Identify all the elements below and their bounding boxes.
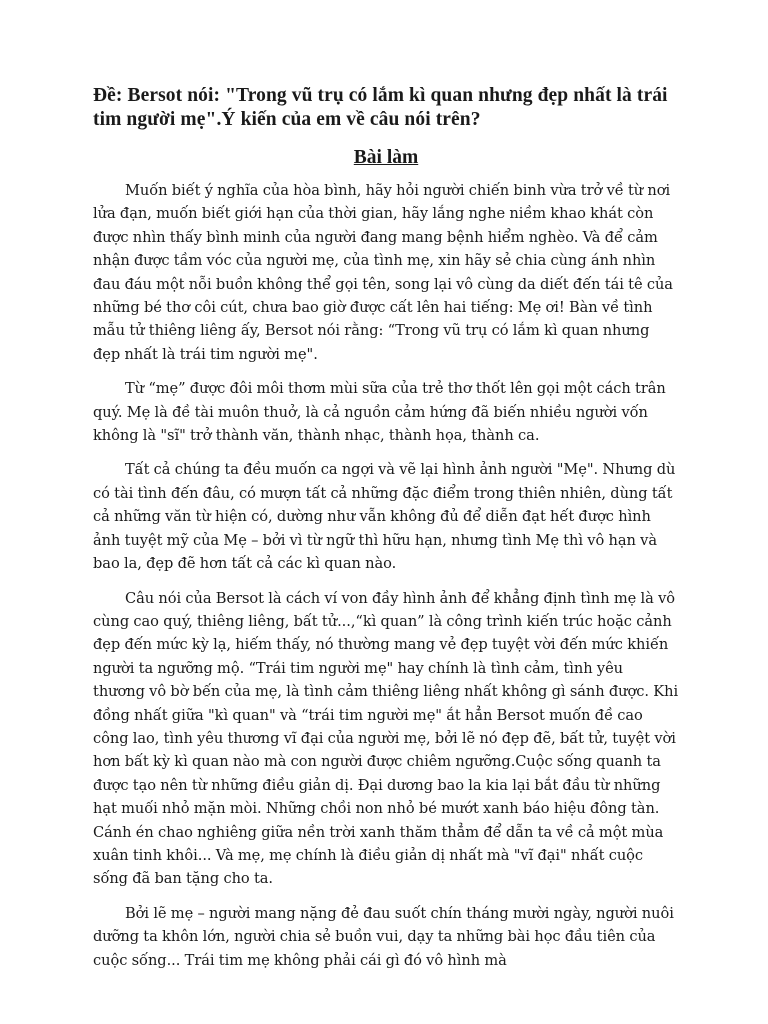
document-page xyxy=(93,84,679,983)
paragraph-4: Câu nói của Bersot là cách ví von đầy hình ảnh để khẳng định tình mẹ là vô cùng cao quý, thiêng liêng, bất tử...,“kì quan” là công trình kiến trúc hoặc cảnh đẹp đến mức kỳ lạ, hiếm thấy, nó thường mang vẻ đẹp tuyệt vời đến mức khiến người ta ngưỡng mộ. “Trái tim người mẹ" hay chính là tình cảm, tình yêu thương vô bờ bến của mẹ, là tình cảm thiêng liêng nhất không gì sánh được. Khi đồng nhất giữa "kì quan" và “trái tim người mẹ" ắt hẳn Bersot muốn đề cao công lao, tình yêu thương vĩ đại của người mẹ, bởi lẽ nó đẹp đẽ, bất tử, tuyệt vời hơn bất kỳ kì quan nào mà con người được chiêm ngưỡng.Cuộc sống quanh ta được tạo nên từ những điều giản dị. Đại dương bao la kia lại bắt đầu từ những hạt muối nhỏ mặn mòi. Những chồi non nhỏ bé mướt xanh báo hiệu đông tàn. Cánh én chao nghiêng giữa nền trời xanh thăm thẳm để dẫn ta về cả một mùa xuân tinh khôi... Và mẹ, mẹ chính là điều giản dị nhất mà "vĩ đại" nhất cuộc sống đã ban tặng cho ta. xyxy=(93,589,679,888)
paragraph-2: Từ “mẹ” được đôi môi thơm mùi sữa của trẻ thơ thốt lên gọi một cách trân quý. Mẹ là đề tài muôn thuở, là cả nguồn cảm hứng đã biến nhiều người vốn không là "sĩ" trở thành văn, thành nhạc, thành họa, thành ca. xyxy=(93,380,666,445)
essay-heading: Bài làm xyxy=(353,147,419,168)
paragraph-5: Bởi lẽ mẹ – người mang nặng đẻ đau suốt chín tháng mười ngày, người nuôi dưỡng ta khôn lớn, người chia sẻ buồn vui, dạy ta những bài học đầu tiên của cuộc sống... Trái tim mẹ không phải cái gì đó vô hình mà xyxy=(93,904,674,969)
essay-title: Đề: Bersot nói: "Trong vũ trụ có lắm kì quan nhưng đẹp nhất là trái tim người mẹ".Ý kiến của em về câu nói trên? xyxy=(93,85,668,130)
paragraph-1: Muốn biết ý nghĩa của hòa bình, hãy hỏi người chiến binh vừa trở về từ nơi lửa đạn, muốn biết giới hạn của thời gian, hãy lắng nghe niềm khao khát còn được nhìn thấy bình minh của người đang mang bệnh hiểm nghèo. Và để cảm nhận được tầm vóc của người mẹ, của tình mẹ, xin hãy sẻ chia cùng ánh nhìn đau đáu một nỗi buồn không thể gọi tên, song lại vô cùng da diết đến tái tê của những bé thơ côi cút, chưa bao giờ được cất lên hai tiếng: Mẹ ơi! Bàn về tình mẫu tử thiêng liêng ấy, Bersot nói rằng: “Trong vũ trụ có lắm kì quan nhưng đẹp nhất là trái tim người mẹ". xyxy=(93,182,673,363)
paragraph-3: Tất cả chúng ta đều muốn ca ngợi và vẽ lại hình ảnh người "Mẹ". Nhưng dù có tài tình đến đâu, có mượn tất cả những đặc điểm trong thiên nhiên, dùng tất cả những văn từ hiện có, dường như vẫn không đủ để diễn đạt hết được hình ảnh tuyệt mỹ của Mẹ – bởi vì từ ngữ thì hữu hạn, nhưng tình Mẹ thì vô hạn và bao la, đẹp đẽ hơn tất cả các kì quan nào. xyxy=(93,461,676,573)
